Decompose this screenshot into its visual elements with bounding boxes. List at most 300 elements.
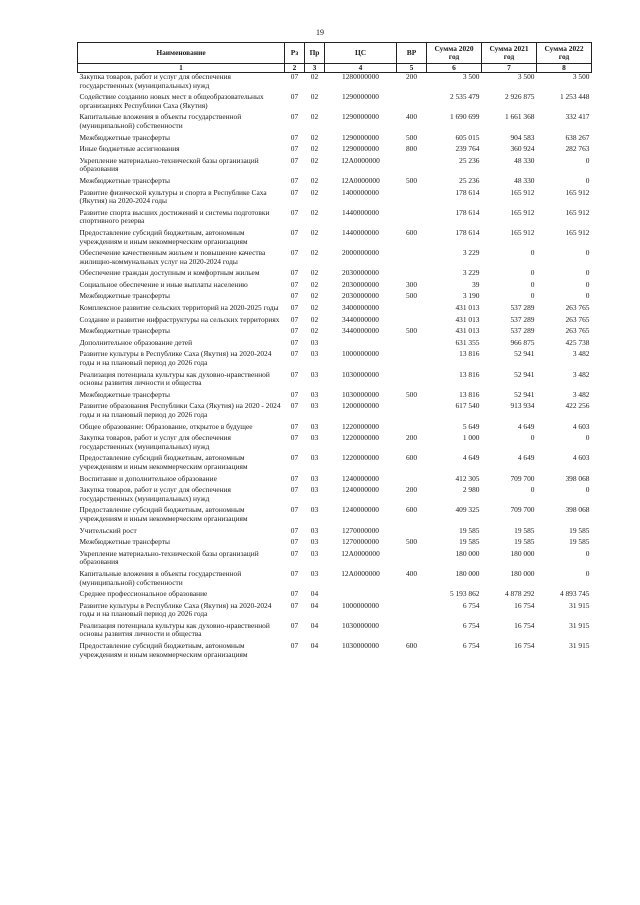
- row-pr: 03: [310, 453, 319, 463]
- row-sum-2020: 605 015: [455, 132, 480, 142]
- row-sum-2021: 709 700: [510, 505, 535, 515]
- row-sum-2022: 425 738: [565, 337, 590, 347]
- row-vr: 500: [405, 389, 418, 399]
- row-rz: 07: [290, 401, 299, 411]
- row-name: Реализация потенциала культуры как духовно-нравственной основы развития личности и общества: [79, 369, 270, 388]
- row-rz: 07: [290, 505, 299, 515]
- row-sum-2020: 1 000: [462, 433, 480, 443]
- row-cs: 1000000000: [342, 600, 379, 610]
- row-name: Закупка товаров, работ и услуг для обеспечения государственных (муниципальных) нужд: [79, 433, 231, 451]
- row-pr: 02: [310, 72, 319, 81]
- row-pr: 03: [310, 401, 319, 411]
- header-pr: Пр: [305, 43, 325, 64]
- row-rz: 07: [290, 453, 299, 463]
- row-vr: 500: [405, 175, 418, 185]
- row-cs: 1440000000: [342, 207, 379, 217]
- row-sum-2022: 3 482: [572, 369, 590, 379]
- row-sum-2020: 409 325: [455, 505, 480, 515]
- row-pr: 02: [310, 291, 319, 301]
- row-sum-2022: 263 765: [565, 326, 590, 336]
- row-rz: 07: [290, 537, 299, 547]
- table-row: [78, 550, 592, 570]
- row-vr: [397, 590, 427, 602]
- row-sum-2020: 178 614: [455, 227, 480, 237]
- row-vr: [397, 93, 427, 113]
- row-rz: 07: [290, 485, 299, 495]
- row-sum-2022: 3 500: [572, 72, 590, 81]
- row-sum-2020: 2 535 479: [449, 92, 480, 102]
- row-pr: 02: [310, 268, 319, 278]
- header-sum-2021: Сумма 2021 год: [482, 43, 537, 64]
- row-sum-2021: 4 649: [517, 453, 535, 463]
- table-row: [78, 538, 592, 550]
- row-sum-2021: 52 941: [514, 389, 535, 399]
- row-cs: 1240000000: [342, 505, 379, 515]
- row-sum-2022: 0: [585, 291, 590, 301]
- row-rz: 07: [290, 227, 299, 237]
- row-cs: 3440000000: [342, 314, 379, 324]
- row-sum-2022: 0: [585, 268, 590, 278]
- row-sum-2021: 537 289: [510, 303, 535, 313]
- row-rz: 07: [290, 548, 299, 558]
- table-row: [78, 350, 592, 370]
- column-number: 4: [325, 64, 397, 73]
- row-sum-2021: 0: [530, 291, 535, 301]
- row-vr: 500: [405, 537, 418, 547]
- row-cs: 1290000000: [342, 144, 379, 154]
- row-vr: [397, 550, 427, 570]
- row-sum-2020: 617 540: [455, 401, 480, 411]
- row-cs: 3400000000: [342, 303, 379, 313]
- row-rz: 07: [290, 600, 299, 610]
- row-name: Развитие физической культуры и спорта в Республике Саха (Якутия) на 2020-2024 годы: [79, 187, 267, 206]
- row-sum-2020: 13 816: [459, 389, 480, 399]
- row-vr: [397, 157, 427, 177]
- row-pr: 03: [310, 433, 319, 443]
- row-name: Предоставление субсидий бюджетным, автономным учреждениям и иным некоммерческим организациям: [79, 641, 248, 659]
- row-pr: 03: [310, 525, 319, 535]
- row-rz: 07: [290, 175, 299, 185]
- row-sum-2021: 0: [530, 485, 535, 495]
- row-cs: 12А0000000: [341, 155, 380, 165]
- row-vr: 300: [405, 279, 418, 289]
- row-sum-2020: 6 754: [462, 600, 480, 610]
- row-name: Воспитание и дополнительное образование: [79, 473, 217, 483]
- row-vr: 200: [405, 433, 418, 443]
- row-sum-2020: 431 013: [455, 303, 480, 313]
- row-pr: 03: [310, 485, 319, 495]
- row-name: Учительский рост: [79, 525, 137, 535]
- row-sum-2021: 180 000: [510, 568, 535, 578]
- row-cs: 3440000000: [342, 326, 379, 336]
- row-sum-2022: 0: [585, 485, 590, 495]
- table-row: [78, 506, 592, 526]
- row-rz: 07: [290, 433, 299, 443]
- budget-table: [77, 42, 592, 662]
- row-sum-2022: 31 915: [569, 620, 590, 630]
- row-rz: 07: [290, 187, 299, 197]
- row-pr: 04: [310, 600, 319, 610]
- table-row: [78, 371, 592, 391]
- row-rz: 07: [290, 92, 299, 102]
- row-name: Дополнительное образование детей: [79, 337, 193, 347]
- row-vr: 600: [405, 505, 418, 515]
- row-cs: 2030000000: [342, 268, 379, 278]
- row-cs: 1280000000: [342, 72, 379, 81]
- row-vr: [397, 189, 427, 209]
- row-cs: 1440000000: [342, 227, 379, 237]
- row-sum-2020: 19 585: [459, 537, 480, 547]
- row-name: Предоставление субсидий бюджетным, автономным учреждениям и иным некоммерческим организациям: [79, 505, 248, 523]
- table-header-row: [78, 43, 592, 64]
- row-pr: 03: [310, 421, 319, 431]
- row-cs: 12А0000000: [341, 548, 380, 558]
- row-name: Предоставление субсидий бюджетным, автономным учреждениям и иным некоммерческим организациям: [79, 227, 248, 246]
- row-sum-2021: 52 941: [514, 369, 535, 379]
- header-name: Наименование: [78, 43, 285, 64]
- column-number: 8: [537, 64, 592, 73]
- row-rz: 07: [290, 337, 299, 347]
- row-vr: 200: [405, 485, 418, 495]
- row-name: Межбюджетные трансферты: [79, 326, 170, 336]
- row-rz: 07: [290, 369, 299, 379]
- table-row: [78, 570, 592, 590]
- row-sum-2020: 431 013: [455, 326, 480, 336]
- row-vr: 600: [405, 227, 418, 237]
- row-pr: 02: [310, 92, 319, 102]
- row-pr: 02: [310, 112, 319, 122]
- page-number: 19: [316, 28, 324, 37]
- table-row: [78, 402, 592, 422]
- table-row: [78, 145, 592, 157]
- table-row: [78, 454, 592, 474]
- row-sum-2020: 3 500: [462, 72, 480, 81]
- row-sum-2022: 263 765: [565, 303, 590, 313]
- row-pr: 04: [310, 589, 319, 599]
- row-rz: 07: [290, 279, 299, 289]
- row-vr: [397, 602, 427, 622]
- row-name: Развитие культуры в Республике Саха (Якутия) на 2020-2024 годы и на плановый период до 2026 года: [79, 349, 272, 368]
- row-rz: 07: [290, 473, 299, 483]
- row-pr: 02: [310, 144, 319, 154]
- row-vr: 800: [405, 144, 418, 154]
- table-row: [78, 209, 592, 229]
- row-rz: 07: [290, 568, 299, 578]
- row-pr: 03: [310, 568, 319, 578]
- row-sum-2021: 0: [530, 268, 535, 278]
- row-sum-2021: 52 941: [514, 349, 535, 359]
- row-sum-2020: 13 816: [459, 349, 480, 359]
- column-number: 1: [78, 64, 285, 73]
- table-row: [78, 177, 592, 189]
- header-sum-2022: Сумма 2022 год: [537, 43, 592, 64]
- row-cs: 2030000000: [342, 291, 379, 301]
- row-name: Иные бюджетные ассигнования: [79, 144, 180, 154]
- row-pr: 02: [310, 248, 319, 258]
- row-name: Создание и развитие инфраструктуры на сельских территориях: [79, 314, 280, 324]
- row-cs: 1290000000: [342, 92, 379, 102]
- header-vr: ВР: [397, 43, 427, 64]
- row-sum-2021: 16 754: [514, 600, 535, 610]
- row-sum-2021: 165 912: [510, 227, 535, 237]
- table-row: [78, 229, 592, 249]
- row-pr: 03: [310, 337, 319, 347]
- row-sum-2021: 165 912: [510, 187, 535, 197]
- row-sum-2021: 0: [530, 279, 535, 289]
- row-pr: 02: [310, 279, 319, 289]
- row-sum-2020: 431 013: [455, 314, 480, 324]
- row-rz: 07: [290, 421, 299, 431]
- row-rz: 07: [290, 155, 299, 165]
- row-rz: 07: [290, 268, 299, 278]
- row-name: Межбюджетные трансферты: [79, 537, 170, 547]
- row-sum-2022: 4 603: [572, 453, 590, 463]
- row-sum-2021: 19 585: [514, 525, 535, 535]
- row-sum-2020: 180 000: [455, 548, 480, 558]
- table-body: [78, 73, 592, 663]
- row-vr: [397, 339, 427, 351]
- row-sum-2022: 332 417: [565, 112, 590, 122]
- table-row: [78, 93, 592, 113]
- table-row: [78, 434, 592, 454]
- row-sum-2022: 638 267: [565, 132, 590, 142]
- row-cs: 2030000000: [342, 279, 379, 289]
- table-row: [78, 590, 592, 602]
- row-sum-2021: 48 330: [514, 175, 535, 185]
- row-name: Среднее профессиональное образование: [79, 589, 208, 599]
- row-pr: 03: [310, 389, 319, 399]
- row-cs: 1200000000: [342, 401, 379, 411]
- row-rz: 07: [290, 326, 299, 336]
- row-cs: 1220000000: [342, 453, 379, 463]
- row-sum-2021: 4 878 292: [504, 589, 535, 599]
- row-name: Капитальные вложения в объекты государственной (муниципальной) собственности: [79, 112, 242, 130]
- row-vr: [397, 622, 427, 642]
- row-sum-2020: 5 649: [462, 421, 480, 431]
- column-number: 2: [285, 64, 305, 73]
- row-sum-2020: 180 000: [455, 568, 480, 578]
- row-rz: 07: [290, 349, 299, 359]
- row-sum-2021: 180 000: [510, 548, 535, 558]
- row-cs: 1030000000: [342, 369, 379, 379]
- header-rz: Рз: [285, 43, 305, 64]
- row-sum-2021: 537 289: [510, 326, 535, 336]
- row-pr: 02: [310, 187, 319, 197]
- row-name: Развитие образования Республики Саха (Якутия) на 2020 - 2024 годы и на плановый период до 2026 года: [79, 401, 281, 419]
- row-sum-2021: 2 926 875: [504, 92, 535, 102]
- row-sum-2020: 39: [472, 279, 480, 289]
- row-sum-2022: 165 912: [565, 207, 590, 217]
- row-name: Межбюджетные трансферты: [79, 389, 170, 399]
- row-rz: 07: [290, 144, 299, 154]
- row-cs: 1240000000: [342, 485, 379, 495]
- row-pr: 02: [310, 207, 319, 217]
- row-name: Обеспечение качественным жильем и повышение качества жилищно-коммунальных услуг на 2020-2024 годы: [79, 248, 266, 266]
- row-sum-2020: 178 614: [455, 187, 480, 197]
- row-vr: [397, 402, 427, 422]
- table-row: [78, 642, 592, 662]
- column-number: 7: [482, 64, 537, 73]
- row-sum-2022: 398 068: [565, 473, 590, 483]
- row-sum-2021: 165 912: [510, 207, 535, 217]
- row-sum-2021: 537 289: [510, 314, 535, 324]
- table-row: [78, 486, 592, 506]
- row-sum-2020: 2 980: [462, 485, 480, 495]
- row-sum-2022: 0: [585, 279, 590, 289]
- row-rz: 07: [290, 207, 299, 217]
- header-cs: ЦС: [325, 43, 397, 64]
- row-cs: [325, 590, 397, 602]
- row-sum-2020: 13 816: [459, 369, 480, 379]
- column-number: 3: [305, 64, 325, 73]
- table-row: [78, 157, 592, 177]
- row-sum-2022: 4 603: [572, 421, 590, 431]
- row-cs: 1030000000: [342, 641, 379, 651]
- row-name: Закупка товаров, работ и услуг для обеспечения государственных (муниципальных) нужд: [79, 72, 231, 90]
- row-cs: 1220000000: [342, 421, 379, 431]
- row-pr: 03: [310, 473, 319, 483]
- row-sum-2020: 239 764: [455, 144, 480, 154]
- row-cs: 12А0000000: [341, 175, 380, 185]
- row-name: Комплексное развитие сельских территорий на 2020-2025 годы: [79, 303, 279, 313]
- row-sum-2021: 16 754: [514, 641, 535, 651]
- row-sum-2022: 3 482: [572, 389, 590, 399]
- row-sum-2022: 0: [585, 155, 590, 165]
- row-pr: 02: [310, 155, 319, 165]
- row-vr: [397, 209, 427, 229]
- row-name: Общее образование: Образование, открытое в будущее: [79, 421, 253, 431]
- row-sum-2020: 3 229: [462, 248, 480, 258]
- row-cs: 12А0000000: [341, 568, 380, 578]
- row-sum-2021: 1 661 368: [504, 112, 535, 122]
- column-number: 5: [397, 64, 427, 73]
- row-pr: 03: [310, 537, 319, 547]
- row-sum-2022: 0: [585, 433, 590, 443]
- row-name: Межбюджетные трансферты: [79, 291, 170, 301]
- row-name: Содействие созданию новых мест в общеобразовательных организациях Республики Саха (Якутия): [79, 92, 264, 110]
- row-pr: 02: [310, 326, 319, 336]
- row-name: Развитие спорта высших достижений и системы подготовки спортивного резерва: [79, 207, 270, 226]
- row-sum-2022: 19 585: [569, 525, 590, 535]
- row-vr: 600: [405, 453, 418, 463]
- row-sum-2022: 398 068: [565, 505, 590, 515]
- table-row: [78, 73, 592, 94]
- row-pr: 02: [310, 303, 319, 313]
- row-sum-2021: 904 583: [510, 132, 535, 142]
- row-sum-2020: 3 229: [462, 268, 480, 278]
- row-name: Капитальные вложения в объекты государственной (муниципальной) собственности: [79, 568, 242, 587]
- row-sum-2020: 3 190: [462, 291, 480, 301]
- row-pr: 04: [310, 641, 319, 651]
- row-vr: [397, 371, 427, 391]
- row-sum-2020: 5 193 862: [449, 589, 480, 599]
- row-sum-2020: 178 614: [455, 207, 480, 217]
- row-vr: [397, 249, 427, 269]
- row-name: Закупка товаров, работ и услуг для обеспечения государственных (муниципальных) нужд: [79, 485, 231, 503]
- table-row: [78, 249, 592, 269]
- row-cs: 1270000000: [342, 525, 379, 535]
- row-rz: 07: [290, 291, 299, 301]
- row-cs: 1030000000: [342, 389, 379, 399]
- row-cs: 1240000000: [342, 473, 379, 483]
- row-vr: 500: [405, 132, 418, 142]
- row-sum-2021: 0: [530, 433, 535, 443]
- row-vr: [397, 350, 427, 370]
- row-sum-2022: 165 912: [565, 187, 590, 197]
- row-vr: [397, 304, 427, 316]
- row-rz: 07: [290, 525, 299, 535]
- row-sum-2020: 412 305: [455, 473, 480, 483]
- row-sum-2020: 19 585: [459, 525, 480, 535]
- row-sum-2020: 4 649: [462, 453, 480, 463]
- row-pr: 02: [310, 132, 319, 142]
- row-vr: 400: [405, 112, 418, 122]
- row-sum-2021: 3 500: [517, 72, 535, 81]
- table-row: [78, 189, 592, 209]
- row-cs: 1290000000: [342, 132, 379, 142]
- row-cs: 1270000000: [342, 537, 379, 547]
- row-rz: 07: [290, 589, 299, 599]
- row-cs: 1220000000: [342, 433, 379, 443]
- row-name: Предоставление субсидий бюджетным, автономным учреждениям и иным некоммерческим организациям: [79, 453, 248, 471]
- row-sum-2022: 422 256: [565, 401, 590, 411]
- row-rz: 07: [290, 641, 299, 651]
- row-sum-2022: 282 763: [565, 144, 590, 154]
- table-row: [78, 622, 592, 642]
- row-sum-2022: 0: [585, 248, 590, 258]
- row-rz: 07: [290, 314, 299, 324]
- row-rz: 07: [290, 303, 299, 313]
- row-pr: 02: [310, 314, 319, 324]
- row-sum-2021: 0: [530, 248, 535, 258]
- row-cs: 1290000000: [342, 112, 379, 122]
- row-sum-2022: 31 915: [569, 600, 590, 610]
- row-vr: 200: [405, 72, 418, 81]
- row-sum-2020: 6 754: [462, 641, 480, 651]
- row-sum-2022: 0: [585, 568, 590, 578]
- row-name: Обеспечение граждан доступным и комфортным жильем: [79, 268, 260, 278]
- row-sum-2022: 4 893 745: [559, 589, 590, 599]
- row-pr: 04: [310, 620, 319, 630]
- table-row: [78, 113, 592, 133]
- row-pr: 03: [310, 349, 319, 359]
- row-vr: 500: [405, 326, 418, 336]
- row-sum-2021: 19 585: [514, 537, 535, 547]
- row-sum-2022: 165 912: [565, 227, 590, 237]
- row-cs: 1000000000: [342, 349, 379, 359]
- row-sum-2020: 25 236: [459, 175, 480, 185]
- row-sum-2021: 16 754: [514, 620, 535, 630]
- row-sum-2020: 631 355: [455, 337, 480, 347]
- table-row: [78, 304, 592, 316]
- row-cs: 1030000000: [342, 620, 379, 630]
- row-sum-2022: 19 585: [569, 537, 590, 547]
- row-name: Социальное обеспечение и иные выплаты населению: [79, 279, 248, 289]
- row-pr: 03: [310, 369, 319, 379]
- row-sum-2022: 31 915: [569, 641, 590, 651]
- row-name: Развитие культуры в Республике Саха (Якутия) на 2020-2024 годы и на плановый период до 2026 года: [79, 600, 272, 619]
- row-name: Укрепление материально-технической базы организаций образования: [79, 548, 259, 567]
- row-pr: 02: [310, 227, 319, 237]
- row-sum-2022: 3 482: [572, 349, 590, 359]
- row-rz: 07: [290, 389, 299, 399]
- header-sum-2020: Сумма 2020 год: [427, 43, 482, 64]
- row-rz: 07: [290, 132, 299, 142]
- row-vr: 600: [405, 641, 418, 651]
- row-sum-2022: 0: [585, 548, 590, 558]
- row-vr: 400: [405, 568, 418, 578]
- row-sum-2022: 0: [585, 175, 590, 185]
